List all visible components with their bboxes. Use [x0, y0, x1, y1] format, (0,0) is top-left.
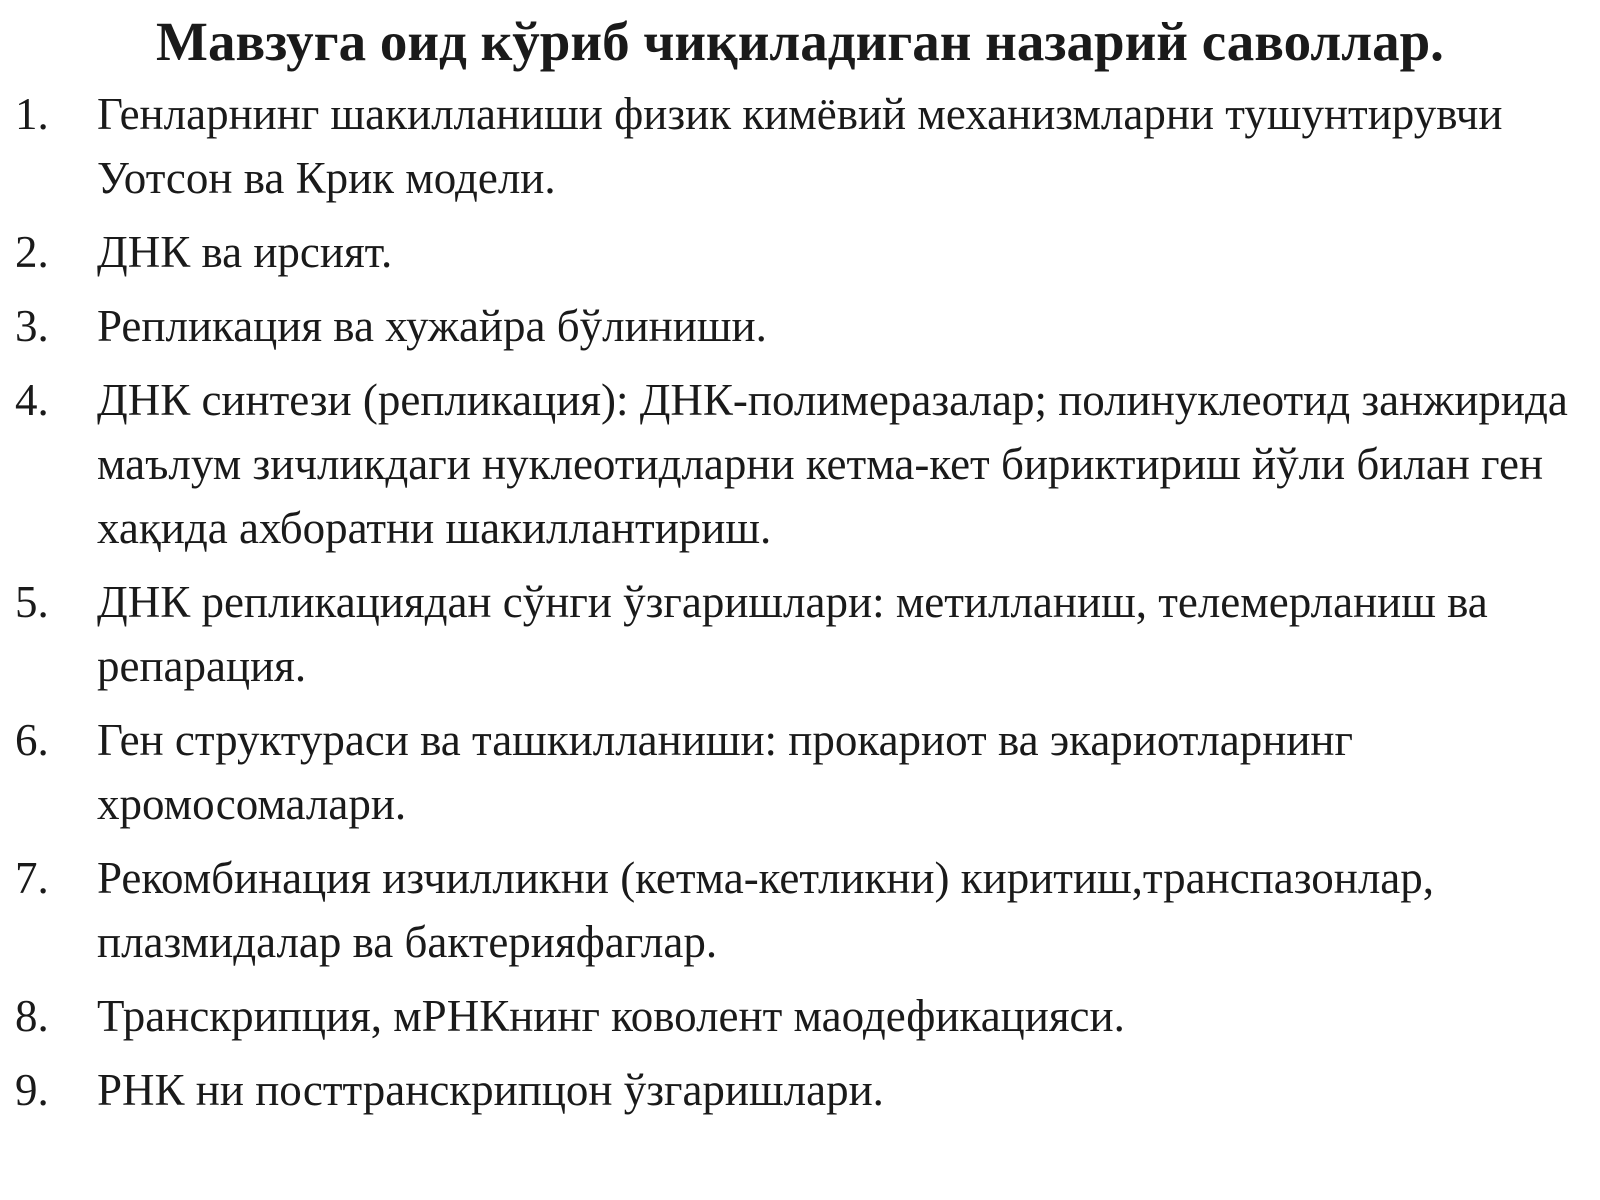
list-item-number: 5.	[15, 577, 49, 627]
list-item-text: РНК ни посттранскрипцон ўзгаришлари.	[97, 1065, 884, 1115]
list-item-text: Генларнинг шакилланиши физик кимёвий механизмларни тушунтирувчи Уотсон ва Крик модели.	[97, 89, 1503, 203]
list-item	[0, 708, 1600, 836]
list-item-number: 4.	[15, 375, 49, 425]
list-item-text: Репликация ва хужайра бўлиниши.	[97, 301, 767, 351]
list-item-text: ДНК синтези (репликация): ДНК-полимеразалар; полинуклеотид занжирида маълум зичликдаги нуклеотидларни кетма-кет бириктириш йўли билан ген хақида ахборатни шакиллантириш.	[97, 375, 1568, 553]
list-item	[0, 220, 1600, 284]
list-item-number: 9.	[15, 1065, 49, 1115]
list-item	[0, 846, 1600, 974]
list-item	[0, 82, 1600, 210]
list-item	[0, 1058, 1600, 1122]
list-item	[0, 984, 1600, 1048]
list-item	[0, 368, 1600, 560]
list-item-text: ДНК репликациядан сўнги ўзгаришлари: метилланиш, телемерланиш ва репарация.	[97, 577, 1488, 691]
slide-title: Мавзуга оид кўриб чиқиладиган назарий саволлар.	[156, 11, 1444, 72]
question-list	[0, 82, 1600, 1132]
list-item	[0, 294, 1600, 358]
list-item-number: 7.	[15, 853, 49, 903]
list-item-number: 3.	[15, 301, 49, 351]
list-item-text: ДНК ва ирсият.	[97, 227, 393, 277]
list-item-number: 2.	[15, 227, 49, 277]
list-item-number: 6.	[15, 715, 49, 765]
list-item-text: Рекомбинация изчилликни (кетма-кетликни) киритиш,транспазонлар, плазмидалар ва бактерияфаглар.	[97, 853, 1434, 967]
list-item-text: Транскрипция, мРНКнинг коволент маодефикацияси.	[97, 991, 1125, 1041]
list-item-number: 8.	[15, 991, 49, 1041]
list-item	[0, 570, 1600, 698]
list-item-number: 1.	[15, 89, 49, 139]
list-item-text: Ген структураси ва ташкилланиши: прокариот ва экариотларнинг хромосомалари.	[97, 715, 1353, 829]
